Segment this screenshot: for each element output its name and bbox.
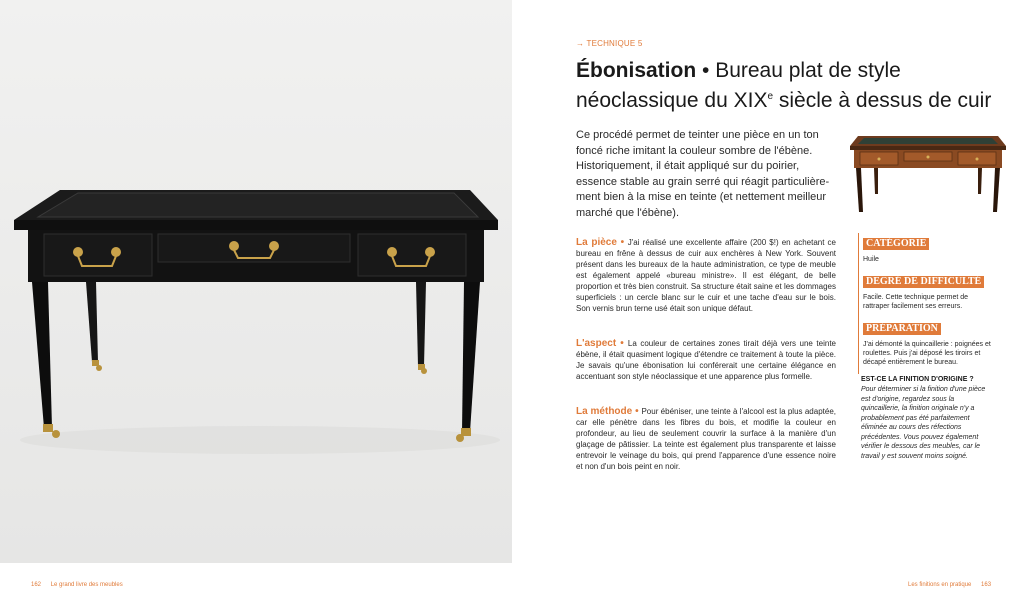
page-title — [576, 58, 1006, 114]
info-sidebar — [858, 233, 993, 374]
running-title-right: Les finitions en pratique — [908, 582, 972, 588]
running-title-left: Le grand livre des meubles — [50, 582, 123, 588]
title-separator: • — [696, 59, 716, 82]
folio-right — [908, 582, 991, 588]
sidebar-value-preparation: J'ai démonté la quincaillerie : poignées et roulettes. Puis j'ai déposé les tiroirs et décapé entièrement le bureau. — [863, 341, 991, 366]
title-bold: Ébonisation — [576, 59, 697, 82]
section-heading: La pièce — [576, 237, 617, 248]
origin-heading: EST-CE LA FINITION D'ORIGINE ? — [861, 376, 974, 383]
section-methode — [576, 406, 836, 472]
technique-kicker: → TECHNIQUE 5 — [576, 39, 643, 48]
title-superscript: e — [767, 91, 774, 102]
page-number-right: 163 — [981, 582, 992, 588]
section-piece — [576, 237, 836, 314]
section-heading: L'aspect — [576, 338, 617, 349]
origin-note — [861, 376, 991, 461]
sidebar-value-categorie: Huile — [863, 256, 879, 263]
section-text: J'ai réalisé une excellente affaire (200 $!) en achetant ce bureau en frêne à dessus de cuir aux enchères à New York. Souvent présent dans les bureaux de la haute administration, ce type de meuble est également appelé «bureau ministre». Il est élégant, de belle proportion et très bien construit. Sa structure était saine et les dommages superficiels : un cercle blanc sur le cuir et une tache d'eau sur le bois. Son vernis brun terne usé était son unique défaut. — [576, 238, 837, 313]
origin-text: Pour déterminer si la finition d'une pièce est d'origine, regardez sous la quincaillerie, la finition originale n'y a probablement pas été parfaitement éliminée au cours des réfections précédentes. Vous pouvez également vérifier le dessous des meubles, car le travail y est souvent moins soigné. — [861, 386, 986, 460]
ebonized-desk-image — [0, 0, 512, 563]
title-rest: Bureau plat de style néoclassique du XIX — [576, 59, 901, 112]
lead-paragraph: Ce procédé permet de teinter une pièce en un ton foncé riche imitant la couleur sombre de l'ébène. Historiquement, il était appliqué sur du poirier, essence stable au grain serré qui réagit particulièrement bien à la mise en teinte (et nettement meilleur marché que l'ébène). — [576, 129, 830, 219]
title-end: siècle à dessus de cuir — [773, 89, 992, 112]
folio-left — [31, 582, 123, 588]
section-separator: • — [616, 338, 628, 349]
page-number-left: 162 — [31, 582, 42, 588]
sidebar-value-difficulte: Facile. Cette technique permet de rattraper facilement ses erreurs. — [863, 294, 969, 310]
section-heading: La méthode — [576, 406, 633, 417]
desk-photo — [0, 0, 512, 563]
section-separator: • — [616, 237, 628, 248]
sidebar-tag-difficulte: DEGRÉ DE DIFFICULTÉ — [863, 276, 984, 288]
section-text: Pour ébéniser, une teinte à l'alcool est la plus adaptée, car elle pénètre dans les fibres du bois, et modifie la couleur en profondeur, au lieu de seulement couvrir la surface à la manière d'un glaçage de pâtissier. La teinte est également plus transparente et laisse entrevoir le veinage du bois, qui prend l'apparence d'une essence noire et non d'un bois peint en noir. — [576, 407, 836, 471]
section-text: La couleur de certaines zones tirait déjà vers une teinte ébène, il était quasiment logique d'étendre ce traitement à toute la pièce. Je savais qu'une ébonisation lui conférerait une certaine élégance en accentuant son style néoclassique et une apparence plus formelle. — [576, 339, 837, 381]
sidebar-tag-categorie: CATÉGORIE — [863, 238, 929, 250]
original-desk-thumbnail — [848, 132, 1008, 216]
section-separator: • — [632, 406, 642, 417]
section-aspect — [576, 338, 836, 382]
original-desk-image — [848, 132, 1008, 216]
sidebar-tag-preparation: PRÉPARATION — [863, 323, 941, 335]
